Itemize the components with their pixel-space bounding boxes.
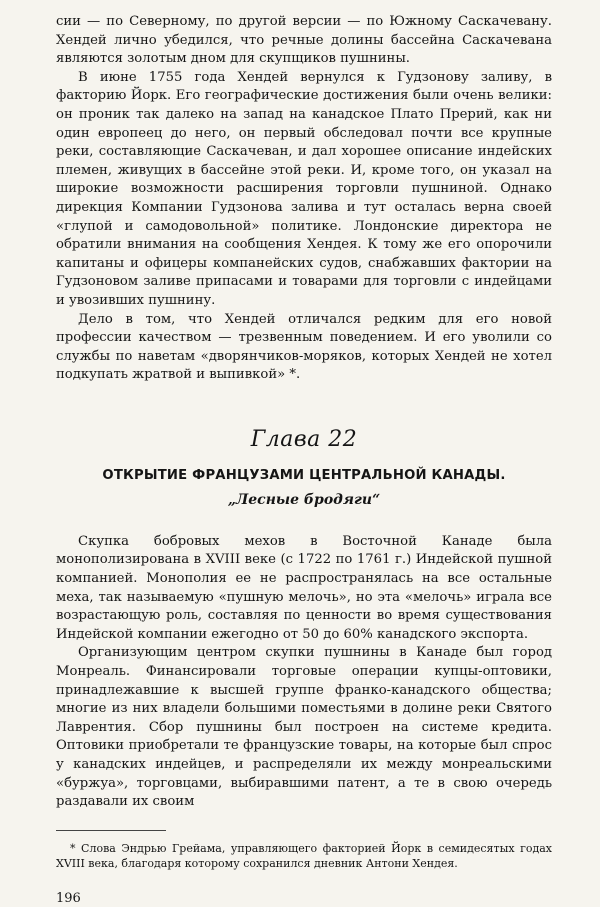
footnote-divider bbox=[56, 830, 166, 831]
paragraph-continued: сии — по Северному, по другой версии — по Южному Саскачевану. Хендей лично убедился, что речные долины бассейна Саскачевана являются золотым дном для скупщиков пушнины. bbox=[56, 14, 552, 67]
paragraph-hendey-return: В июне 1755 года Хендей вернулся к Гудзонову заливу, в факторию Йорк. Его географические достижения были очень велики: он проник так далеко на запад на канадское Плато Прерий, как ни один европеец до него, он первый обследовал почти все крупные реки, составляющие Саскачеван, и дал хорошее описание индейских племен, живущих в бассейне этой реки. И, кроме того, он указал на широкие возможности расширения торговли пушниной. Однако дирекция Компании Гудзонова залива и тут осталась верна своей «глупой и самодовольной» политике. Лондонские директора не обратили внимания на сообщения Хендея. К тому же его опорочили капитаны и офицеры компанейских судов, снабжавших фактории на Гудзоновом заливе припасами и товарами для торговли с индейцами и увозивших пушнину. bbox=[56, 69, 552, 308]
paragraph-beaver-monopoly: Скупка бобровых мехов в Восточной Канаде была монополизирована в XVIII веке (с 1722 по 1761 г.) Индейской пушной компанией. Монополия ее не распространялась на все остальные меха, так называемую «пушную мелочь», но эта «мелочь» играла все возрастающую роль, составляя по ценности во время существования Индейской компании ежегодно от 50 до 60% канадского экспорта. bbox=[56, 533, 552, 642]
paragraph-hendey-dismissal: Дело в том, что Хендей отличался редким для его новой профессии качеством — трезвенным поведением. И его уволили со службы по наветам «дворянчиков-моряков, которых Хендей не хотел подкупать жратвой и выпивкой» *. bbox=[56, 311, 552, 383]
chapter-subtitle: ОТКРЫТИЕ ФРАНЦУЗАМИ ЦЕНТРАЛЬНОЙ КАНАДЫ. bbox=[102, 467, 506, 483]
chapter-text bbox=[56, 533, 552, 812]
page-number: 196 bbox=[56, 890, 81, 906]
chapter-heading bbox=[56, 427, 552, 509]
chapter-caption: „Лесные бродяги“ bbox=[227, 491, 381, 508]
continued-text bbox=[56, 13, 552, 385]
footnote: * Слова Эндрью Грейама, управляющего факторией Йорк в семидесятых годах XVIII века, благодаря которому сохранился дневник Антони Хендея. bbox=[56, 841, 552, 870]
paragraph-montreal-center: Организующим центром скупки пушнины в Канаде был город Монреаль. Финансировали торговые операции купцы-оптовики, принадлежавшие к высшей группе франко-канадского общества; многие из них владели большими поместьями в долине реки Святого Лаврентия. Сбор пушнины был построен на системе кредита. Оптовики приобретали те французские товары, на которые был спрос у канадских индейцев, и распределяли их между монреальскими «буржуа», торговцами, выбиравшими патент, а те в свою очередь раздавали их своим bbox=[56, 645, 552, 810]
chapter-title: Глава 22 bbox=[250, 426, 358, 452]
